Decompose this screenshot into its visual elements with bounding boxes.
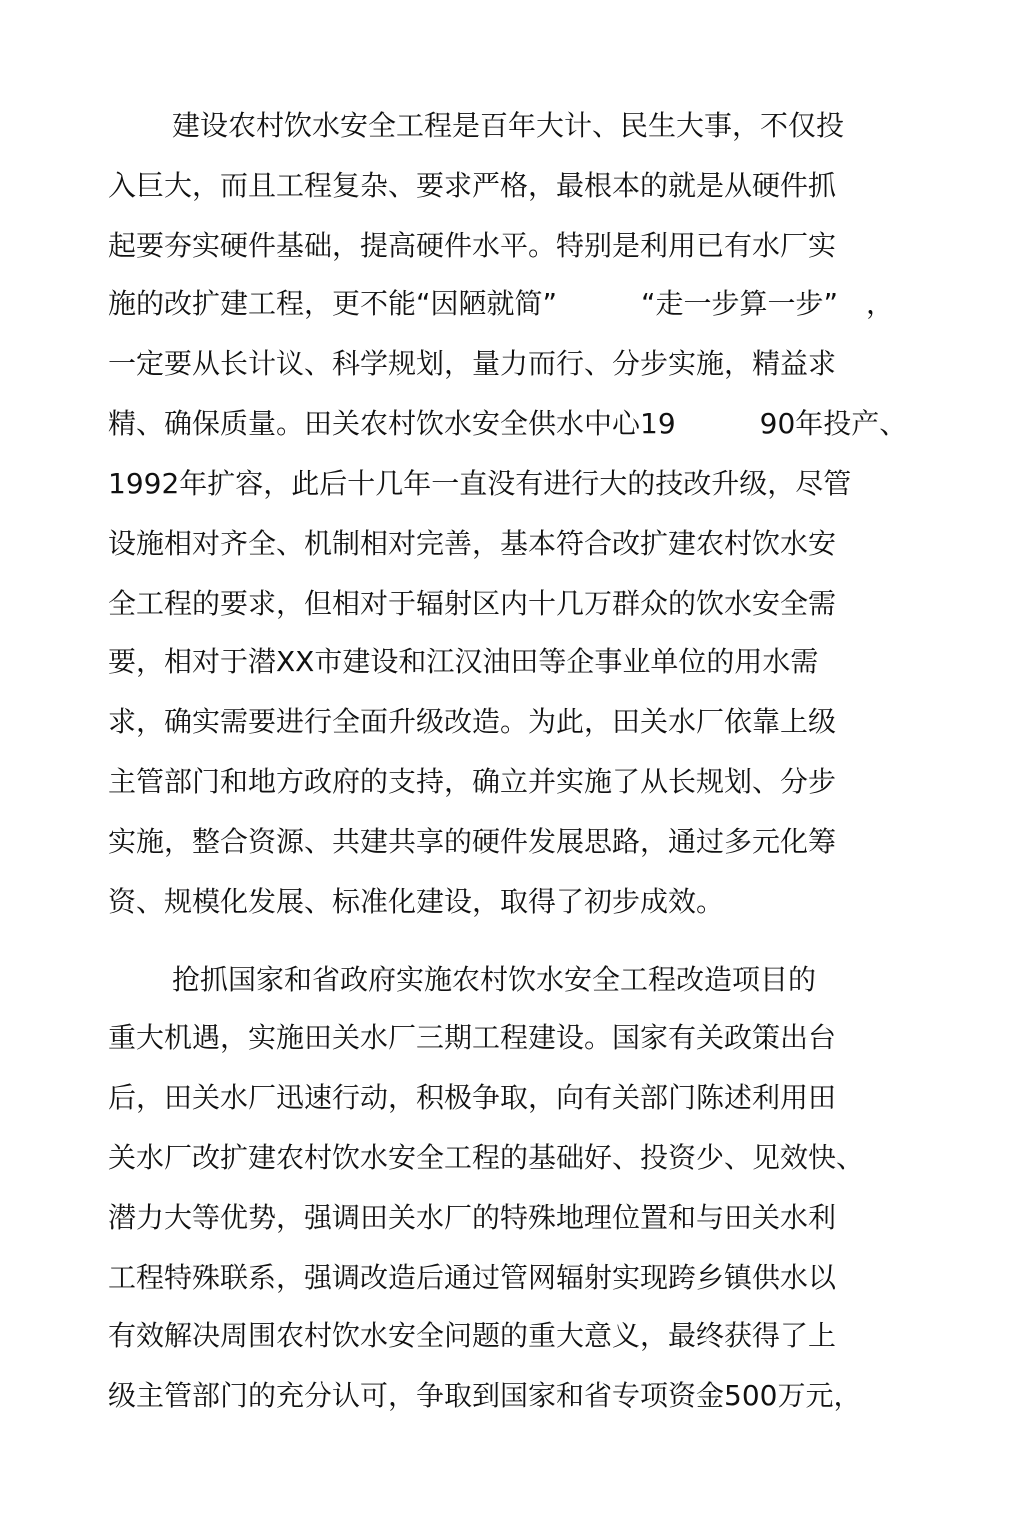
text-line: 潜力大等优势，强调田关水厂的特殊地理位置和与田关水利 [108,1201,837,1234]
text-line: 求，确实需要进行全面升级改造。为此，田关水厂依靠上级 [108,705,837,738]
text-line: 要，相对于潜XX市建设和江汉油田等企事业单位的用水需 [108,645,819,678]
text-line: 精、确保质量。田关农村饮水安全供水中心19 90年投产、 [108,407,908,440]
text-line: 全工程的要求，但相对于辐射区内十几万群众的饮水安全需 [108,587,837,620]
text-line: 施的改扩建工程，更不能“因陋就简” “走一步算一步” ， [108,287,895,320]
text-line: 一定要从长计议、科学规划，量力而行、分步实施，精益求 [108,347,837,380]
text-line: 抢抓国家和省政府实施农村饮水安全工程改造项目的 [172,963,817,996]
text-line: 资、规模化发展、标准化建设，取得了初步成效。 [108,885,725,918]
text-line: 工程特殊联系，强调改造后通过管网辐射实现跨乡镇供水以 [108,1261,837,1294]
text-line: 后，田关水厂迅速行动，积极争取，向有关部门陈述利用田 [108,1081,837,1114]
text-line: 起要夯实硬件基础，提高硬件水平。特别是利用已有水厂实 [108,229,837,262]
text-line: 入巨大，而且工程复杂、要求严格，最根本的就是从硬件抓 [108,169,837,202]
text-line: 实施，整合资源、共建共享的硬件发展思路，通过多元化筹 [108,825,837,858]
text-line: 重大机遇，实施田关水厂三期工程建设。国家有关政策出台 [108,1021,837,1054]
text-line: 有效解决周围农村饮水安全问题的重大意义，最终获得了上 [108,1319,837,1352]
text-line: 建设农村饮水安全工程是百年大计、民生大事，不仅投 [172,109,845,142]
text-line: 关水厂改扩建农村饮水安全工程的基础好、投资少、见效快、 [108,1141,865,1174]
text-line: 级主管部门的充分认可，争取到国家和省专项资金500万元， [108,1379,862,1412]
text-line: 设施相对齐全、机制相对完善，基本符合改扩建农村饮水安 [108,527,837,560]
text-line: 主管部门和地方政府的支持，确立并实施了从长规划、分步 [108,765,837,798]
text-line: 1992年扩容，此后十几年一直没有进行大的技改升级，尽管 [108,467,852,500]
